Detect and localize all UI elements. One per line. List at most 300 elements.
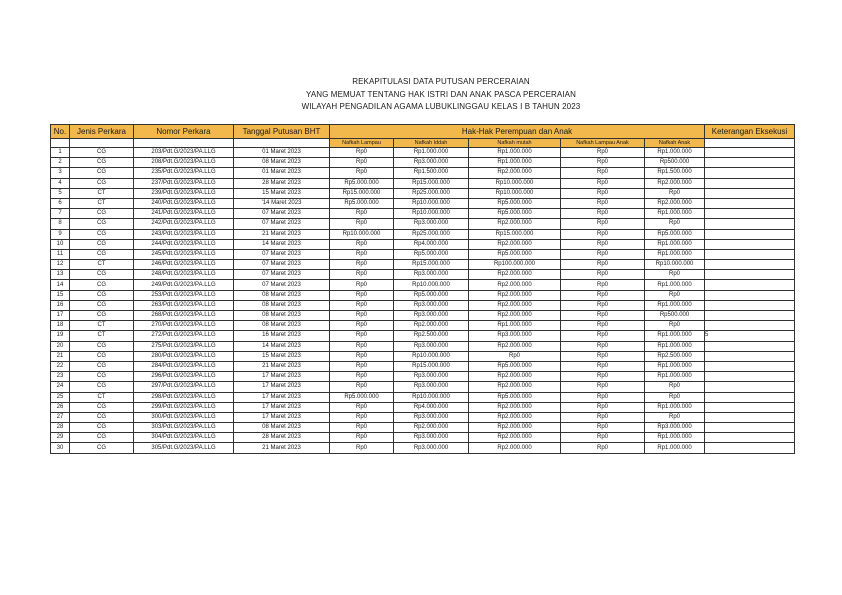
cell-nomor-perkara: 249/Pdt.G/2023/PA.LLG <box>134 280 234 290</box>
cell-nafkah-mutah: Rp2.000.000 <box>469 433 561 443</box>
subheader-blank <box>51 139 70 148</box>
cell-nomor-perkara: 268/Pdt.G/2023/PA.LLG <box>134 311 234 321</box>
cell-nafkah-lampau-anak: Rp0 <box>561 372 645 382</box>
table-row <box>51 178 795 188</box>
cell-nomor-perkara: 275/Pdt.G/2023/PA.LLG <box>134 341 234 351</box>
cell-nafkah-anak: Rp0 <box>645 392 705 402</box>
table-row <box>51 351 795 361</box>
cell-no: 1 <box>51 148 70 158</box>
header-jenis-perkara: Jenis Perkara <box>70 125 134 139</box>
cell-nafkah-lampau: Rp0 <box>330 382 394 392</box>
table-row <box>51 321 795 331</box>
table-row <box>51 209 795 219</box>
cell-keterangan-eksekusi <box>705 198 795 208</box>
cell-keterangan-eksekusi <box>705 402 795 412</box>
cell-jenis-perkara: CG <box>70 382 134 392</box>
cell-jenis-perkara: CG <box>70 290 134 300</box>
cell-nafkah-mutah: Rp2.000.000 <box>469 311 561 321</box>
cell-nafkah-iddah: Rp25.000.000 <box>394 229 469 239</box>
cell-jenis-perkara: CG <box>70 148 134 158</box>
cell-no: 4 <box>51 178 70 188</box>
cell-nafkah-lampau-anak: Rp0 <box>561 433 645 443</box>
cell-nafkah-anak: Rp1.000.000 <box>645 361 705 371</box>
subheader-nafkah-iddah: Nafkah Iddah <box>394 139 469 148</box>
cell-keterangan-eksekusi <box>705 270 795 280</box>
table-row <box>51 392 795 402</box>
cell-keterangan-eksekusi <box>705 168 795 178</box>
rekap-table <box>50 124 795 454</box>
table-row <box>51 239 795 249</box>
cell-nafkah-mutah: Rp10.000.000 <box>469 178 561 188</box>
cell-nafkah-iddah: Rp15.000.000 <box>394 260 469 270</box>
cell-keterangan-eksekusi <box>705 148 795 158</box>
cell-nafkah-anak: Rp1.000.000 <box>645 209 705 219</box>
subheader-blank <box>70 139 134 148</box>
cell-keterangan-eksekusi <box>705 290 795 300</box>
cell-nafkah-iddah: Rp3.000.000 <box>394 433 469 443</box>
cell-tanggal-putusan: 07 Maret 2023 <box>234 219 330 229</box>
cell-nafkah-mutah: Rp2.000.000 <box>469 290 561 300</box>
cell-nafkah-lampau-anak: Rp0 <box>561 311 645 321</box>
cell-nafkah-lampau: Rp0 <box>330 260 394 270</box>
cell-nafkah-lampau-anak: Rp0 <box>561 249 645 259</box>
cell-nafkah-lampau: Rp0 <box>330 341 394 351</box>
cell-jenis-perkara: CG <box>70 168 134 178</box>
cell-jenis-perkara: CG <box>70 239 134 249</box>
cell-nafkah-mutah: Rp2.000.000 <box>469 270 561 280</box>
cell-jenis-perkara: CG <box>70 361 134 371</box>
cell-nafkah-mutah: Rp2.000.000 <box>469 443 561 453</box>
cell-jenis-perkara: CG <box>70 433 134 443</box>
cell-jenis-perkara: CG <box>70 412 134 422</box>
cell-nafkah-lampau: Rp0 <box>330 361 394 371</box>
cell-nafkah-lampau-anak: Rp0 <box>561 382 645 392</box>
cell-tanggal-putusan: 17 Maret 2023 <box>234 412 330 422</box>
cell-tanggal-putusan: 17 Maret 2023 <box>234 382 330 392</box>
cell-nomor-perkara: 246/Pdt.G/2023/PA.LLG <box>134 260 234 270</box>
cell-nafkah-lampau-anak: Rp0 <box>561 351 645 361</box>
cell-no: 10 <box>51 239 70 249</box>
cell-nafkah-mutah: Rp2.000.000 <box>469 280 561 290</box>
table-row <box>51 331 795 341</box>
cell-nafkah-lampau: Rp0 <box>330 300 394 310</box>
subheader-row <box>51 139 795 148</box>
cell-jenis-perkara: CG <box>70 300 134 310</box>
cell-nafkah-lampau: Rp0 <box>330 311 394 321</box>
cell-nafkah-lampau-anak: Rp0 <box>561 209 645 219</box>
cell-nafkah-lampau-anak: Rp0 <box>561 341 645 351</box>
cell-keterangan-eksekusi <box>705 158 795 168</box>
cell-nafkah-anak: Rp0 <box>645 219 705 229</box>
cell-nomor-perkara: 303/Pdt.G/2023/PA.LLG <box>134 423 234 433</box>
subheader-nafkah-anak: Nafkah Anak <box>645 139 705 148</box>
cell-nomor-perkara: 299/Pdt.G/2023/PA.LLG <box>134 402 234 412</box>
cell-nafkah-iddah: Rp3.000.000 <box>394 341 469 351</box>
cell-nafkah-anak: Rp2.500.000 <box>645 351 705 361</box>
cell-no: 30 <box>51 443 70 453</box>
cell-tanggal-putusan: 17 Maret 2023 <box>234 402 330 412</box>
table-row <box>51 300 795 310</box>
cell-nafkah-mutah: Rp2.000.000 <box>469 402 561 412</box>
cell-nomor-perkara: 203/Pdt.G/2023/PA.LLG <box>134 148 234 158</box>
cell-no: 17 <box>51 311 70 321</box>
cell-tanggal-putusan: 07 Maret 2023 <box>234 280 330 290</box>
cell-nafkah-mutah: Rp2.000.000 <box>469 382 561 392</box>
cell-nafkah-lampau: Rp0 <box>330 433 394 443</box>
cell-nafkah-lampau-anak: Rp0 <box>561 239 645 249</box>
cell-nafkah-lampau-anak: Rp0 <box>561 423 645 433</box>
cell-nafkah-lampau: Rp0 <box>330 148 394 158</box>
cell-nafkah-iddah: Rp15.000.000 <box>394 178 469 188</box>
cell-keterangan-eksekusi: 5 <box>705 331 795 341</box>
cell-jenis-perkara: CT <box>70 321 134 331</box>
cell-nomor-perkara: 272/Pdt.G/2023/PA.LLG <box>134 331 234 341</box>
cell-no: 24 <box>51 382 70 392</box>
cell-nafkah-lampau-anak: Rp0 <box>561 361 645 371</box>
cell-nomor-perkara: 245/Pdt.G/2023/PA.LLG <box>134 249 234 259</box>
cell-nafkah-iddah: Rp1.000.000 <box>394 148 469 158</box>
cell-nafkah-mutah: Rp0 <box>469 351 561 361</box>
table-row <box>51 290 795 300</box>
table-row <box>51 158 795 168</box>
cell-nafkah-mutah: Rp2.000.000 <box>469 341 561 351</box>
cell-nafkah-lampau-anak: Rp0 <box>561 168 645 178</box>
cell-nafkah-iddah: Rp3.000.000 <box>394 372 469 382</box>
cell-keterangan-eksekusi <box>705 188 795 198</box>
header-nomor-perkara: Nomor Perkara <box>134 125 234 139</box>
cell-nafkah-lampau-anak: Rp0 <box>561 270 645 280</box>
cell-no: 19 <box>51 331 70 341</box>
cell-keterangan-eksekusi <box>705 443 795 453</box>
cell-nafkah-iddah: Rp3.000.000 <box>394 300 469 310</box>
cell-nafkah-lampau-anak: Rp0 <box>561 402 645 412</box>
cell-tanggal-putusan: 17 Maret 2023 <box>234 392 330 402</box>
title-line-2: YANG MEMUAT TENTANG HAK ISTRI DAN ANAK PASCA PERCERAIAN <box>306 89 576 99</box>
subheader-nafkah-mutah: Nafkah mutah <box>469 139 561 148</box>
cell-nafkah-anak: Rp10.000.000 <box>645 260 705 270</box>
cell-nafkah-anak: Rp0 <box>645 382 705 392</box>
cell-nafkah-iddah: Rp3.000.000 <box>394 382 469 392</box>
cell-nafkah-lampau: Rp0 <box>330 372 394 382</box>
cell-nafkah-mutah: Rp2.000.000 <box>469 423 561 433</box>
cell-nafkah-mutah: Rp2.000.000 <box>469 219 561 229</box>
cell-no: 22 <box>51 361 70 371</box>
cell-nafkah-lampau-anak: Rp0 <box>561 188 645 198</box>
cell-nafkah-lampau: Rp0 <box>330 443 394 453</box>
cell-tanggal-putusan: 17 Maret 2023 <box>234 372 330 382</box>
cell-nafkah-lampau: Rp0 <box>330 249 394 259</box>
document-title <box>0 76 842 114</box>
cell-nafkah-mutah: Rp1.000.000 <box>469 148 561 158</box>
cell-nafkah-lampau-anak: Rp0 <box>561 229 645 239</box>
cell-nafkah-iddah: Rp2.500.000 <box>394 331 469 341</box>
cell-nomor-perkara: 304/Pdt.G/2023/PA.LLG <box>134 433 234 443</box>
cell-nafkah-lampau: Rp0 <box>330 351 394 361</box>
cell-nafkah-mutah: Rp2.000.000 <box>469 168 561 178</box>
cell-nafkah-iddah: Rp10.000.000 <box>394 209 469 219</box>
cell-nafkah-lampau-anak: Rp0 <box>561 198 645 208</box>
table-row <box>51 372 795 382</box>
cell-no: 15 <box>51 290 70 300</box>
cell-jenis-perkara: CG <box>70 229 134 239</box>
cell-nafkah-anak: Rp0 <box>645 321 705 331</box>
cell-jenis-perkara: CG <box>70 423 134 433</box>
table-row <box>51 148 795 158</box>
cell-tanggal-putusan: 14 Maret 2023 <box>234 239 330 249</box>
table-body <box>51 148 795 454</box>
cell-jenis-perkara: CG <box>70 443 134 453</box>
cell-nomor-perkara: 240/Pdt.G/2023/PA.LLG <box>134 198 234 208</box>
table-row <box>51 229 795 239</box>
cell-nafkah-lampau-anak: Rp0 <box>561 158 645 168</box>
cell-nafkah-mutah: Rp2.000.000 <box>469 239 561 249</box>
header-tanggal-putusan: Tanggal Putusan BHT <box>234 125 330 139</box>
cell-nomor-perkara: 243/Pdt.G/2023/PA.LLG <box>134 229 234 239</box>
cell-no: 3 <box>51 168 70 178</box>
cell-nafkah-anak: Rp2.000.000 <box>645 178 705 188</box>
cell-nafkah-mutah: Rp1.000.000 <box>469 321 561 331</box>
cell-keterangan-eksekusi <box>705 351 795 361</box>
cell-keterangan-eksekusi <box>705 423 795 433</box>
cell-nafkah-anak: Rp1.000.000 <box>645 239 705 249</box>
cell-nomor-perkara: 305/Pdt.G/2023/PA.LLG <box>134 443 234 453</box>
table-row <box>51 168 795 178</box>
cell-tanggal-putusan: 21 Maret 2023 <box>234 361 330 371</box>
cell-nafkah-lampau-anak: Rp0 <box>561 290 645 300</box>
subheader-nafkah-lampau: Nafkah Lampau <box>330 139 394 148</box>
cell-nafkah-iddah: Rp3.000.000 <box>394 270 469 280</box>
cell-nafkah-lampau: Rp0 <box>330 209 394 219</box>
cell-nafkah-iddah: Rp3.000.000 <box>394 443 469 453</box>
cell-keterangan-eksekusi <box>705 219 795 229</box>
table-row <box>51 412 795 422</box>
cell-nafkah-anak: Rp0 <box>645 188 705 198</box>
cell-no: 23 <box>51 372 70 382</box>
table-row <box>51 219 795 229</box>
cell-nomor-perkara: 270/Pdt.G/2023/PA.LLG <box>134 321 234 331</box>
cell-keterangan-eksekusi <box>705 341 795 351</box>
cell-no: 9 <box>51 229 70 239</box>
cell-nafkah-iddah: Rp1.500.000 <box>394 168 469 178</box>
cell-nafkah-lampau-anak: Rp0 <box>561 300 645 310</box>
cell-nomor-perkara: 280/Pdt.G/2023/PA.LLG <box>134 351 234 361</box>
cell-nafkah-lampau-anak: Rp0 <box>561 331 645 341</box>
cell-nafkah-lampau: Rp5.000.000 <box>330 198 394 208</box>
cell-nafkah-lampau: Rp15.000.000 <box>330 188 394 198</box>
cell-no: 21 <box>51 351 70 361</box>
cell-keterangan-eksekusi <box>705 433 795 443</box>
cell-tanggal-putusan: 15 Maret 2023 <box>234 351 330 361</box>
cell-keterangan-eksekusi <box>705 280 795 290</box>
cell-nafkah-anak: Rp1.000.000 <box>645 249 705 259</box>
header-hak-hak: Hak-Hak Perempuan dan Anak <box>330 125 705 139</box>
cell-nafkah-iddah: Rp25.000.000 <box>394 188 469 198</box>
cell-nomor-perkara: 208/Pdt.G/2023/PA.LLG <box>134 158 234 168</box>
table-row <box>51 423 795 433</box>
cell-nafkah-iddah: Rp4.000.000 <box>394 239 469 249</box>
header-keterangan-eksekusi: Keterangan Eksekusi <box>705 125 795 139</box>
cell-nafkah-iddah: Rp3.000.000 <box>394 311 469 321</box>
subheader-blank <box>705 139 795 148</box>
cell-tanggal-putusan: 28 Maret 2023 <box>234 433 330 443</box>
cell-nafkah-mutah: Rp3.000.000 <box>469 331 561 341</box>
subheader-blank <box>134 139 234 148</box>
cell-nafkah-anak: Rp500.000 <box>645 158 705 168</box>
cell-tanggal-putusan: '14 Maret 2023 <box>234 198 330 208</box>
cell-nafkah-lampau-anak: Rp0 <box>561 260 645 270</box>
cell-keterangan-eksekusi <box>705 412 795 422</box>
title-line-3: WILAYAH PENGADILAN AGAMA LUBUKLINGGAU KELAS I B TAHUN 2023 <box>301 102 581 111</box>
cell-no: 5 <box>51 188 70 198</box>
cell-tanggal-putusan: 07 Maret 2023 <box>234 209 330 219</box>
cell-nomor-perkara: 244/Pdt.G/2023/PA.LLG <box>134 239 234 249</box>
cell-jenis-perkara: CG <box>70 372 134 382</box>
cell-jenis-perkara: CG <box>70 158 134 168</box>
cell-tanggal-putusan: 15 Maret 2023 <box>234 188 330 198</box>
cell-nomor-perkara: 298/Pdt.G/2023/PA.LLG <box>134 392 234 402</box>
cell-nafkah-iddah: Rp2.000.000 <box>394 321 469 331</box>
cell-nafkah-anak: Rp1.000.000 <box>645 443 705 453</box>
cell-nafkah-lampau: Rp10.000.000 <box>330 229 394 239</box>
cell-nafkah-iddah: Rp4.000.000 <box>394 402 469 412</box>
cell-no: 2 <box>51 158 70 168</box>
cell-nafkah-iddah: Rp5.000.000 <box>394 290 469 300</box>
table-row <box>51 341 795 351</box>
cell-nafkah-anak: Rp1.000.000 <box>645 148 705 158</box>
cell-tanggal-putusan: 08 Maret 2023 <box>234 321 330 331</box>
cell-keterangan-eksekusi <box>705 249 795 259</box>
cell-nafkah-iddah: Rp15.000.000 <box>394 361 469 371</box>
cell-nafkah-anak: Rp3.000.000 <box>645 423 705 433</box>
cell-jenis-perkara: CG <box>70 341 134 351</box>
cell-keterangan-eksekusi <box>705 178 795 188</box>
cell-nafkah-lampau: Rp0 <box>330 270 394 280</box>
cell-nafkah-lampau: Rp0 <box>330 219 394 229</box>
cell-nafkah-lampau-anak: Rp0 <box>561 443 645 453</box>
cell-keterangan-eksekusi <box>705 361 795 371</box>
cell-keterangan-eksekusi <box>705 260 795 270</box>
cell-jenis-perkara: CT <box>70 260 134 270</box>
cell-nomor-perkara: 296/Pdt.G/2023/PA.LLG <box>134 372 234 382</box>
cell-jenis-perkara: CT <box>70 188 134 198</box>
cell-nafkah-anak: Rp0 <box>645 290 705 300</box>
table-row <box>51 443 795 453</box>
cell-keterangan-eksekusi <box>705 311 795 321</box>
cell-nafkah-iddah: Rp10.000.000 <box>394 280 469 290</box>
cell-no: 28 <box>51 423 70 433</box>
cell-keterangan-eksekusi <box>705 300 795 310</box>
cell-no: 26 <box>51 402 70 412</box>
cell-tanggal-putusan: 08 Maret 2023 <box>234 311 330 321</box>
cell-nafkah-iddah: Rp10.000.000 <box>394 392 469 402</box>
cell-no: 6 <box>51 198 70 208</box>
subheader-blank <box>234 139 330 148</box>
cell-nafkah-anak: Rp2.000.000 <box>645 198 705 208</box>
cell-nafkah-anak: Rp500.000 <box>645 311 705 321</box>
cell-nafkah-lampau-anak: Rp0 <box>561 178 645 188</box>
cell-nafkah-lampau-anak: Rp0 <box>561 321 645 331</box>
cell-nafkah-anak: Rp1.000.000 <box>645 341 705 351</box>
table-row <box>51 402 795 412</box>
cell-jenis-perkara: CG <box>70 280 134 290</box>
table-row <box>51 311 795 321</box>
cell-nomor-perkara: 241/Pdt.G/2023/PA.LLG <box>134 209 234 219</box>
cell-tanggal-putusan: 21 Maret 2023 <box>234 443 330 453</box>
cell-nafkah-anak: Rp0 <box>645 270 705 280</box>
cell-nomor-perkara: 248/Pdt.G/2023/PA.LLG <box>134 270 234 280</box>
cell-jenis-perkara: CG <box>70 249 134 259</box>
cell-nomor-perkara: 237/Pdt.G/2023/PA.LLG <box>134 178 234 188</box>
cell-no: 29 <box>51 433 70 443</box>
cell-no: 18 <box>51 321 70 331</box>
cell-nafkah-lampau: Rp5.000.000 <box>330 392 394 402</box>
cell-no: 7 <box>51 209 70 219</box>
cell-nafkah-iddah: Rp10.000.000 <box>394 198 469 208</box>
cell-nafkah-mutah: Rp1.000.000 <box>469 158 561 168</box>
cell-no: 14 <box>51 280 70 290</box>
cell-jenis-perkara: CT <box>70 392 134 402</box>
cell-tanggal-putusan: 14 Maret 2023 <box>234 341 330 351</box>
cell-nafkah-mutah: Rp2.000.000 <box>469 412 561 422</box>
cell-nafkah-lampau: Rp0 <box>330 321 394 331</box>
cell-nomor-perkara: 284/Pdt.G/2023/PA.LLG <box>134 361 234 371</box>
subheader-nafkah-lampau-anak: Nafkah Lampau Anak <box>561 139 645 148</box>
cell-keterangan-eksekusi <box>705 382 795 392</box>
header-no: No. <box>51 125 70 139</box>
cell-nafkah-anak: Rp1.000.000 <box>645 402 705 412</box>
cell-nafkah-mutah: Rp5.000.000 <box>469 198 561 208</box>
table-row <box>51 260 795 270</box>
cell-jenis-perkara: CG <box>70 311 134 321</box>
cell-no: 13 <box>51 270 70 280</box>
cell-nafkah-mutah: Rp10.000.000 <box>469 188 561 198</box>
cell-nafkah-lampau-anak: Rp0 <box>561 219 645 229</box>
cell-nomor-perkara: 253/Pdt.G/2023/PA.LLG <box>134 290 234 300</box>
cell-nomor-perkara: 235/Pdt.G/2023/PA.LLG <box>134 168 234 178</box>
cell-jenis-perkara: CG <box>70 351 134 361</box>
cell-nafkah-mutah: Rp2.000.000 <box>469 372 561 382</box>
cell-nafkah-mutah: Rp2.000.000 <box>469 300 561 310</box>
cell-nafkah-anak: Rp1.000.000 <box>645 280 705 290</box>
cell-nafkah-lampau-anak: Rp0 <box>561 280 645 290</box>
table-row <box>51 382 795 392</box>
cell-tanggal-putusan: 01 Maret 2023 <box>234 148 330 158</box>
cell-tanggal-putusan: 07 Maret 2023 <box>234 270 330 280</box>
cell-tanggal-putusan: 28 Maret 2023 <box>234 178 330 188</box>
cell-no: 27 <box>51 412 70 422</box>
cell-jenis-perkara: CT <box>70 198 134 208</box>
cell-tanggal-putusan: 21 Maret 2023 <box>234 229 330 239</box>
cell-keterangan-eksekusi <box>705 209 795 219</box>
table-row <box>51 198 795 208</box>
cell-keterangan-eksekusi <box>705 321 795 331</box>
cell-jenis-perkara: CG <box>70 402 134 412</box>
cell-nomor-perkara: 239/Pdt.G/2023/PA.LLG <box>134 188 234 198</box>
cell-no: 16 <box>51 300 70 310</box>
cell-nafkah-lampau: Rp0 <box>330 290 394 300</box>
cell-nafkah-lampau: Rp0 <box>330 280 394 290</box>
cell-jenis-perkara: CG <box>70 178 134 188</box>
cell-nafkah-mutah: Rp5.000.000 <box>469 361 561 371</box>
cell-nafkah-lampau: Rp0 <box>330 402 394 412</box>
cell-keterangan-eksekusi <box>705 392 795 402</box>
cell-nafkah-lampau-anak: Rp0 <box>561 148 645 158</box>
cell-tanggal-putusan: 16 Maret 2023 <box>234 331 330 341</box>
cell-nafkah-lampau: Rp5.000.000 <box>330 178 394 188</box>
table-row <box>51 280 795 290</box>
cell-nafkah-anak: Rp0 <box>645 412 705 422</box>
cell-no: 11 <box>51 249 70 259</box>
